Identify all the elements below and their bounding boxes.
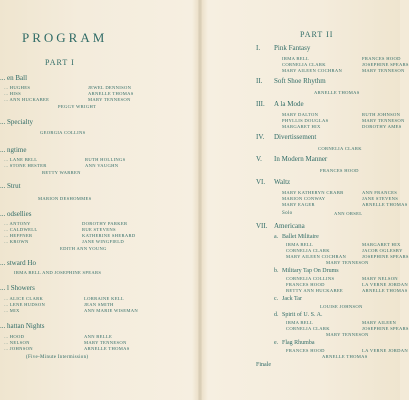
- performer: ... MIX: [4, 308, 20, 313]
- performer: LA VERNE JORDAN: [362, 348, 409, 353]
- performer: IRMA BELL: [282, 56, 310, 61]
- performer: MARION DESHOMMES: [38, 196, 92, 201]
- performer: FRANCES HOOD: [286, 282, 325, 287]
- left-item: ... Strut: [0, 182, 21, 190]
- finale-label: Finale: [256, 362, 271, 368]
- performer: ANN BELLE: [84, 334, 113, 339]
- performer: ... ANN HUCKABEE: [4, 97, 50, 102]
- performer: CORNELIA CLARK: [318, 146, 362, 151]
- performer: CORNELIA CLARK: [282, 62, 326, 67]
- performer: ... STONE HESTER: [4, 163, 47, 168]
- left-item: ... l Showers: [0, 284, 35, 292]
- item-title: Soft Shoe Rhythm: [274, 77, 326, 85]
- performer: ... KROWN: [4, 239, 29, 244]
- item-number: III.: [256, 100, 265, 108]
- solo-label: Solo: [282, 211, 293, 216]
- performer: ... LENE HUDSON: [4, 302, 46, 307]
- performer: PEGGY WRIGHT: [58, 104, 97, 109]
- sub-item-title: Spirit of U. S. A.: [282, 312, 323, 318]
- performer: JACOB OGLESBY: [362, 248, 403, 253]
- item-title: Divertissement: [274, 133, 317, 141]
- right-page: [202, 0, 409, 400]
- sub-item-title: Flag Rhumba: [282, 340, 315, 346]
- part-one-heading: PART I: [45, 58, 75, 67]
- performer: FRANCES HOOD: [320, 168, 359, 173]
- sub-item-letter: a.: [274, 234, 279, 240]
- performer: LA VERNE JORDAN: [362, 282, 409, 287]
- performer: ... ANTONY: [4, 221, 31, 226]
- item-number: I.: [256, 44, 261, 52]
- item-number: II.: [256, 77, 263, 85]
- performer: ARNELLE THOMAS: [314, 90, 360, 95]
- performer: MARY AILEEN COCHRAN: [282, 68, 343, 73]
- item-number: V.: [256, 155, 262, 163]
- performer: MARGARET HIX: [362, 242, 401, 247]
- performer: IRMA BELL: [286, 320, 314, 325]
- performer: MARY TENNESON: [84, 340, 127, 345]
- item-title: Waltz: [274, 178, 291, 186]
- item-title: Pink Fantasy: [274, 44, 311, 52]
- performer: MARY AILEEN: [362, 320, 397, 325]
- performer: ... JOHNSON: [4, 346, 33, 351]
- performer: ... ALICE CLARK: [4, 296, 44, 301]
- performer: PHYLLIS DOUGLAS: [282, 118, 329, 123]
- sub-item-letter: c.: [274, 296, 279, 302]
- left-item: ... ngtime: [0, 146, 27, 154]
- performer: RUE STEVENS: [82, 227, 116, 232]
- sub-item-title: Military Tap On Drums: [282, 268, 339, 274]
- performer: IRMA BELL AND JOSEPHINE SPEARS: [14, 270, 102, 275]
- performer: LORRAINE KELL: [84, 296, 125, 301]
- performer: ANN FRANCES: [362, 190, 398, 195]
- performer: RUTH JOHNSON: [362, 112, 401, 117]
- performer: MARY NELSON: [362, 276, 398, 281]
- performer: ... HOOD: [4, 334, 25, 339]
- performer: JANE WINGFIELD: [82, 239, 125, 244]
- performer: LOUISE JOHNSON: [320, 304, 363, 309]
- item-number: VII.: [256, 222, 268, 230]
- performer: FRANCES HOOD: [286, 348, 325, 353]
- performer: EDITH ANN YOUNG: [60, 246, 107, 251]
- performer: DOROTHY AMES: [362, 124, 402, 129]
- item-title: Americana: [274, 222, 305, 230]
- performer: RUTH HOLLINGS: [85, 157, 126, 162]
- performer: MARGARET HIX: [282, 124, 321, 129]
- left-item: ... stward Ho: [0, 259, 36, 267]
- performer: MARY AILEEN COCHRAN: [286, 254, 347, 259]
- performer: ARNELLE THOMAS: [84, 346, 130, 351]
- performer: ... HISS: [4, 91, 21, 96]
- performer: CORNELIA CLARK: [286, 248, 330, 253]
- performer: ... NELSON: [4, 340, 30, 345]
- performer: MARY TENNESON: [362, 118, 405, 123]
- part-two-heading: PART II: [300, 30, 334, 39]
- item-title: In Modern Manner: [274, 155, 328, 163]
- performer: CORNELIA CLARK: [286, 326, 330, 331]
- performer: CORNELIA COLLINS: [286, 276, 335, 281]
- performer: JOSEPHINE SPEARS: [362, 326, 409, 331]
- performer: KATHERINE SHERARD: [82, 233, 136, 238]
- performer: BETTY WARREN: [42, 170, 81, 175]
- left-item: ... en Ball: [0, 74, 28, 82]
- performer: BETTY ANN HUCKABEE: [286, 288, 344, 293]
- performer: ... HEFFNER: [4, 233, 33, 238]
- left-page: [0, 0, 198, 400]
- performer: GEORGIA COLLINS: [40, 130, 86, 135]
- performer: JEWEL DENNISON: [88, 85, 132, 90]
- performer: ARNELLE THOMAS: [362, 288, 408, 293]
- sub-item-letter: b.: [274, 268, 279, 274]
- performer: ... LANE BELL: [4, 157, 38, 162]
- sub-item-title: Ballet Militaire: [282, 234, 319, 240]
- item-number: IV.: [256, 133, 265, 141]
- performer: MARY TENNESON: [88, 97, 131, 102]
- performer: ANN ORSEL: [334, 211, 363, 216]
- intermission-note: (Five-Minute Intermission): [26, 355, 89, 360]
- performer: FRANCES HOOD: [362, 56, 401, 61]
- performer: MARY TENNESON: [326, 332, 369, 337]
- performer: IRMA BELL: [286, 242, 314, 247]
- performer: ARNELLE THOMAS: [322, 354, 368, 359]
- performer: MARY TENNESON: [362, 68, 405, 73]
- sub-item-letter: d.: [274, 312, 279, 318]
- left-item: ... Specialty: [0, 118, 34, 126]
- performer: MARION CONWAY: [282, 196, 326, 201]
- program-heading: PROGRAM: [22, 30, 108, 45]
- performer: ARNELLE THOMAS: [88, 91, 134, 96]
- performer: ARNELLE THOMAS: [362, 202, 408, 207]
- performer: MARY KATHERYN CRABB: [282, 190, 344, 195]
- item-title: A la Mode: [274, 100, 304, 108]
- performer: JANE STEVENS: [362, 196, 399, 201]
- performer: JOSEPHINE SPEARS: [362, 254, 409, 259]
- performer: MARY TENNESON: [326, 260, 369, 265]
- performer: ... HUGHES: [4, 85, 31, 90]
- performer: ANN VAUGHN: [85, 163, 119, 168]
- performer: MARY EAGER: [282, 202, 315, 207]
- sub-item-title: Jack Tar: [282, 296, 302, 302]
- performer: JEAN SMITH: [84, 302, 114, 307]
- performer: JOSEPHINE SPEARS: [362, 62, 409, 67]
- left-item: ... odsellies: [0, 210, 32, 218]
- sub-item-letter: e.: [274, 340, 279, 346]
- performer: DOROTHY PARKER: [82, 221, 128, 226]
- item-number: VI.: [256, 178, 266, 186]
- performer: ANN MARIE WISEMAN: [84, 308, 139, 313]
- left-item: ... hattan Nights: [0, 322, 45, 330]
- performer: ... CALDWELL: [4, 227, 38, 232]
- performer: MARY DALTON: [282, 112, 319, 117]
